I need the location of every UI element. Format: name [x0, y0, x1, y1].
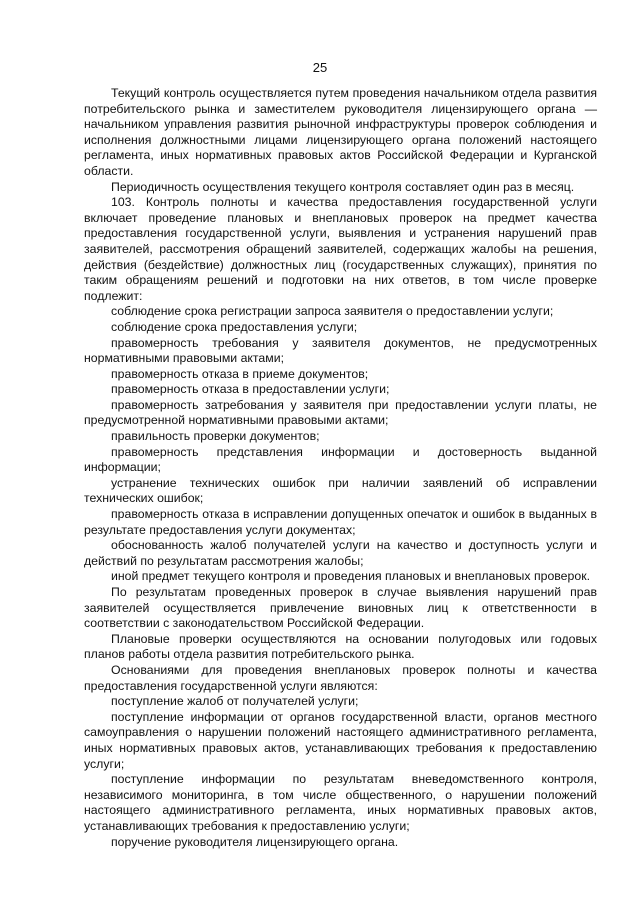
- list-item: иной предмет текущего контроля и проведения плановых и внеплановых проверок.: [111, 569, 590, 584]
- list-item: соблюдение срока регистрации запроса заявителя о предоставлении услуги;: [111, 304, 554, 319]
- paragraph: Периодичность осуществления текущего контроля составляет один раз в месяц.: [111, 179, 575, 194]
- list-item: поступление информации по результатам вневедомственного контроля, независимого мониторинга, в том числе общественного, о нарушении положений настоящего административного регламента, иных нормативных правовых актов, устанавливающих требования к предоставлению услуги;: [84, 772, 597, 833]
- paragraph: По результатам проведенных проверок в случае выявления нарушений прав заявителей осуществляется привлечение виновных лиц к ответственности в соответствии с законодательством Российской Федерации.: [84, 585, 597, 631]
- list-item: поступление информации от органов государственной власти, органов местного самоуправления о нарушении положений настоящего административного регламента, иных нормативных правовых актов, устанавливающих требования к предоставлению услуги;: [84, 709, 597, 771]
- list-item: устранение технических ошибок при наличии заявлений об исправлении технических ошибок;: [84, 475, 597, 506]
- paragraph: 103. Контроль полноты и качества предоставления государственной услуги включает проведение плановых и внеплановых проверок на предмет качества предоставления государственной услуги, выявления и устранения нарушений прав заявителей, рассмотрения обращений заявителей, содержащих жалобы на решения, действия (бездействие) должностных лиц (государственных служащих), принятия по таким обращениям решений и подготовки на них ответов, в том числе проверке подлежит:: [84, 195, 597, 303]
- page-number: 25: [312, 60, 328, 75]
- paragraph: Основаниями для проведения внеплановых проверок полноты и качества предоставления государственной услуги являются:: [84, 662, 597, 693]
- list-item: правомерность затребования у заявителя при предоставлении услуги платы, не предусмотренной нормативными правовыми актами;: [84, 397, 597, 428]
- paragraph: Плановые проверки осуществляются на основании полугодовых или годовых планов работы отдела развития потребительского рынка.: [84, 631, 597, 662]
- list-item: правомерность требования у заявителя документов, не предусмотренных нормативными правовыми актами;: [84, 335, 597, 366]
- document-body: [84, 86, 597, 850]
- list-item: соблюдение срока предоставления услуги;: [111, 319, 358, 334]
- paragraph: Текущий контроль осуществляется путем проведения начальником отдела развития потребительского рынка и заместителем руководителя лицензирующего органа — начальником управления развития рыночной инфраструктуры проверок соблюдения и исполнения должностными лицами лицензирующего органа положений настоящего регламента, иных нормативных правовых актов Российской Федерации и Курганской области.: [84, 86, 597, 178]
- list-item: правомерность отказа в приеме документов;: [111, 366, 369, 381]
- list-item: обоснованность жалоб получателей услуги на качество и доступность услуги и действий по результатам рассмотрения жалобы;: [84, 538, 597, 568]
- list-item: поступление жалоб от получателей услуги;: [111, 694, 359, 709]
- list-item: правильность проверки документов;: [111, 429, 320, 444]
- list-item: правомерность отказа в предоставлении услуги;: [111, 382, 390, 397]
- list-item: поручение руководителя лицензирующего органа.: [111, 834, 399, 849]
- list-item: правомерность представления информации и достоверность выданной информации;: [84, 444, 597, 475]
- list-item: правомерность отказа в исправлении допущенных опечаток и ошибок в выданных в результате предоставления услуги документах;: [84, 507, 597, 537]
